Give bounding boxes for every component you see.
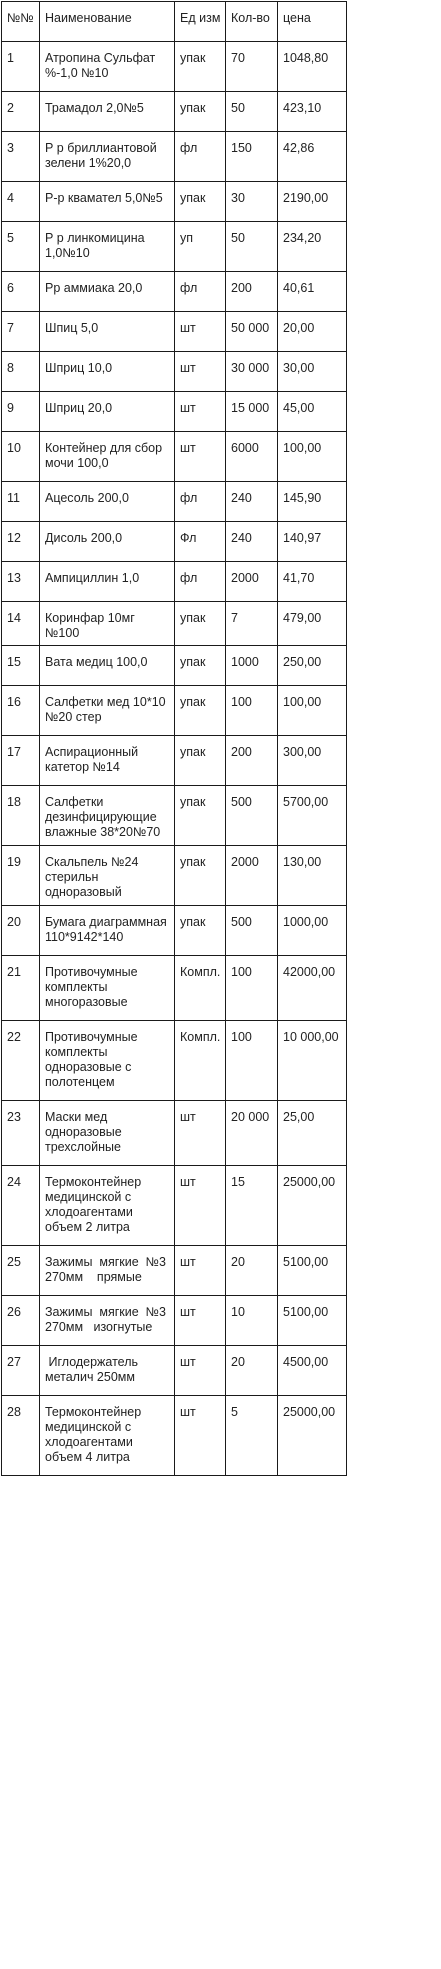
cell-quantity: 2000: [226, 562, 278, 602]
cell-unit: фл: [175, 562, 226, 602]
cell-price: 100,00: [278, 432, 347, 482]
cell-number: 4: [2, 182, 40, 222]
cell-price: 423,10: [278, 92, 347, 132]
header-price: цена: [278, 2, 347, 42]
cell-quantity: 30: [226, 182, 278, 222]
cell-price: 5100,00: [278, 1296, 347, 1346]
cell-price: 479,00: [278, 602, 347, 646]
cell-name: Скальпель №24 стерильн одноразовый: [40, 846, 175, 906]
cell-name: Термоконтейнер медицинской с хлодоагентами объем 4 литра: [40, 1396, 175, 1476]
cell-price: 300,00: [278, 736, 347, 786]
cell-quantity: 50 000: [226, 312, 278, 352]
cell-price: 2190,00: [278, 182, 347, 222]
cell-quantity: 20: [226, 1246, 278, 1296]
cell-number: 17: [2, 736, 40, 786]
table-row: [2, 432, 347, 482]
cell-name: Термоконтейнер медицинской с хлодоагентами объем 2 литра: [40, 1166, 175, 1246]
cell-name: Атропина Сульфат %-1,0 №10: [40, 42, 175, 92]
cell-unit: шт: [175, 1101, 226, 1166]
cell-price: 30,00: [278, 352, 347, 392]
cell-unit: шт: [175, 312, 226, 352]
cell-number: 13: [2, 562, 40, 602]
cell-number: 12: [2, 522, 40, 562]
cell-number: 11: [2, 482, 40, 522]
cell-quantity: 15: [226, 1166, 278, 1246]
cell-quantity: 50: [226, 222, 278, 272]
cell-number: 3: [2, 132, 40, 182]
cell-quantity: 6000: [226, 432, 278, 482]
cell-unit: шт: [175, 1396, 226, 1476]
cell-quantity: 10: [226, 1296, 278, 1346]
cell-number: 15: [2, 646, 40, 686]
cell-price: 1048,80: [278, 42, 347, 92]
cell-quantity: 30 000: [226, 352, 278, 392]
cell-number: 10: [2, 432, 40, 482]
cell-price: 130,00: [278, 846, 347, 906]
cell-name: Рр аммиака 20,0: [40, 272, 175, 312]
cell-price: 45,00: [278, 392, 347, 432]
cell-unit: упак: [175, 786, 226, 846]
cell-name: Салфетки мед 10*10 №20 стер: [40, 686, 175, 736]
cell-number: 23: [2, 1101, 40, 1166]
cell-name: Трамадол 2,0№5: [40, 92, 175, 132]
cell-name: Иглодержатель металич 250мм: [40, 1346, 175, 1396]
table-row: [2, 1346, 347, 1396]
cell-quantity: 150: [226, 132, 278, 182]
table-row: [2, 272, 347, 312]
table-row: [2, 1296, 347, 1346]
table-row: [2, 602, 347, 646]
cell-name: Вата медиц 100,0: [40, 646, 175, 686]
cell-unit: фл: [175, 272, 226, 312]
cell-name: Дисоль 200,0: [40, 522, 175, 562]
cell-price: 42000,00: [278, 956, 347, 1021]
cell-number: 26: [2, 1296, 40, 1346]
cell-number: 19: [2, 846, 40, 906]
table-row: [2, 736, 347, 786]
cell-name: Зажимы мягкие №3 270мм изогнутые: [40, 1296, 175, 1346]
table-row: [2, 686, 347, 736]
cell-unit: упак: [175, 182, 226, 222]
table-row: [2, 222, 347, 272]
table-row: [2, 522, 347, 562]
cell-price: 140,97: [278, 522, 347, 562]
cell-quantity: 20: [226, 1346, 278, 1396]
cell-name: Аспирационный катетор №14: [40, 736, 175, 786]
table-row: [2, 1246, 347, 1296]
cell-price: 25,00: [278, 1101, 347, 1166]
cell-price: 250,00: [278, 646, 347, 686]
header-quantity: Кол-во: [226, 2, 278, 42]
cell-unit: фл: [175, 132, 226, 182]
cell-unit: шт: [175, 1346, 226, 1396]
cell-unit: Компл.: [175, 1021, 226, 1101]
cell-number: 21: [2, 956, 40, 1021]
cell-name: Противочумные комплекты одноразовые с полотенцем: [40, 1021, 175, 1101]
header-unit: Ед изм: [175, 2, 226, 42]
cell-price: 4500,00: [278, 1346, 347, 1396]
cell-quantity: 50: [226, 92, 278, 132]
header-name: Наименование: [40, 2, 175, 42]
cell-unit: упак: [175, 42, 226, 92]
cell-number: 22: [2, 1021, 40, 1101]
cell-unit: упак: [175, 736, 226, 786]
table-row: [2, 562, 347, 602]
cell-quantity: 15 000: [226, 392, 278, 432]
cell-name: Зажимы мягкие №3 270мм прямые: [40, 1246, 175, 1296]
table-row: [2, 956, 347, 1021]
cell-price: 40,61: [278, 272, 347, 312]
cell-unit: упак: [175, 686, 226, 736]
cell-price: 100,00: [278, 686, 347, 736]
cell-quantity: 240: [226, 482, 278, 522]
cell-unit: шт: [175, 392, 226, 432]
cell-name: Р р бриллиантовой зелени 1%20,0: [40, 132, 175, 182]
table-row: [2, 846, 347, 906]
table-row: [2, 1101, 347, 1166]
cell-name: Р р линкомицина 1,0№10: [40, 222, 175, 272]
cell-quantity: 500: [226, 786, 278, 846]
cell-quantity: 100: [226, 956, 278, 1021]
cell-name: Шприц 20,0: [40, 392, 175, 432]
cell-quantity: 7: [226, 602, 278, 646]
table-row: [2, 312, 347, 352]
cell-unit: фл: [175, 482, 226, 522]
table-row: [2, 1166, 347, 1246]
cell-price: 25000,00: [278, 1396, 347, 1476]
table-row: [2, 1396, 347, 1476]
cell-number: 9: [2, 392, 40, 432]
cell-quantity: 2000: [226, 846, 278, 906]
cell-price: 41,70: [278, 562, 347, 602]
cell-number: 27: [2, 1346, 40, 1396]
cell-unit: упак: [175, 92, 226, 132]
cell-quantity: 240: [226, 522, 278, 562]
cell-quantity: 200: [226, 736, 278, 786]
table-body: [2, 42, 347, 1476]
cell-number: 6: [2, 272, 40, 312]
cell-name: Ампициллин 1,0: [40, 562, 175, 602]
medical-supplies-table: [1, 1, 347, 1476]
cell-price: 25000,00: [278, 1166, 347, 1246]
table-header-row: [2, 2, 347, 42]
table-row: [2, 906, 347, 956]
cell-unit: шт: [175, 352, 226, 392]
cell-number: 2: [2, 92, 40, 132]
cell-price: 10 000,00: [278, 1021, 347, 1101]
cell-number: 25: [2, 1246, 40, 1296]
cell-unit: упак: [175, 906, 226, 956]
cell-number: 1: [2, 42, 40, 92]
table-row: [2, 1021, 347, 1101]
cell-quantity: 1000: [226, 646, 278, 686]
cell-name: Бумага диаграммная 110*9142*140: [40, 906, 175, 956]
cell-name: Противочумные комплекты многоразовые: [40, 956, 175, 1021]
cell-number: 14: [2, 602, 40, 646]
cell-number: 7: [2, 312, 40, 352]
cell-price: 145,90: [278, 482, 347, 522]
cell-quantity: 100: [226, 1021, 278, 1101]
cell-price: 5100,00: [278, 1246, 347, 1296]
header-number: №№: [2, 2, 40, 42]
table-row: [2, 786, 347, 846]
cell-price: 234,20: [278, 222, 347, 272]
table-row: [2, 646, 347, 686]
cell-price: 42,86: [278, 132, 347, 182]
cell-number: 16: [2, 686, 40, 736]
cell-price: 20,00: [278, 312, 347, 352]
table-row: [2, 352, 347, 392]
cell-quantity: 200: [226, 272, 278, 312]
cell-unit: шт: [175, 1166, 226, 1246]
table-row: [2, 132, 347, 182]
cell-number: 18: [2, 786, 40, 846]
cell-unit: упак: [175, 846, 226, 906]
cell-unit: шт: [175, 1246, 226, 1296]
cell-quantity: 5: [226, 1396, 278, 1476]
cell-price: 5700,00: [278, 786, 347, 846]
cell-unit: шт: [175, 1296, 226, 1346]
cell-number: 20: [2, 906, 40, 956]
cell-quantity: 100: [226, 686, 278, 736]
cell-name: Салфетки дезинфицирующие влажные 38*20№70: [40, 786, 175, 846]
table-row: [2, 42, 347, 92]
cell-unit: Компл.: [175, 956, 226, 1021]
cell-price: 1000,00: [278, 906, 347, 956]
cell-name: Контейнер для сбор мочи 100,0: [40, 432, 175, 482]
cell-quantity: 500: [226, 906, 278, 956]
cell-unit: шт: [175, 432, 226, 482]
cell-number: 8: [2, 352, 40, 392]
cell-quantity: 70: [226, 42, 278, 92]
cell-name: Ацесоль 200,0: [40, 482, 175, 522]
cell-number: 24: [2, 1166, 40, 1246]
table-row: [2, 182, 347, 222]
cell-number: 5: [2, 222, 40, 272]
cell-unit: Фл: [175, 522, 226, 562]
table-row: [2, 92, 347, 132]
cell-unit: упак: [175, 602, 226, 646]
table-row: [2, 482, 347, 522]
cell-name: Шприц 10,0: [40, 352, 175, 392]
cell-name: Маски мед одноразовые трехслойные: [40, 1101, 175, 1166]
cell-name: Шпиц 5,0: [40, 312, 175, 352]
cell-unit: упак: [175, 646, 226, 686]
cell-unit: уп: [175, 222, 226, 272]
cell-name: Р-р квамател 5,0№5: [40, 182, 175, 222]
cell-number: 28: [2, 1396, 40, 1476]
cell-name: Коринфар 10мг №100: [40, 602, 175, 646]
cell-quantity: 20 000: [226, 1101, 278, 1166]
table-row: [2, 392, 347, 432]
